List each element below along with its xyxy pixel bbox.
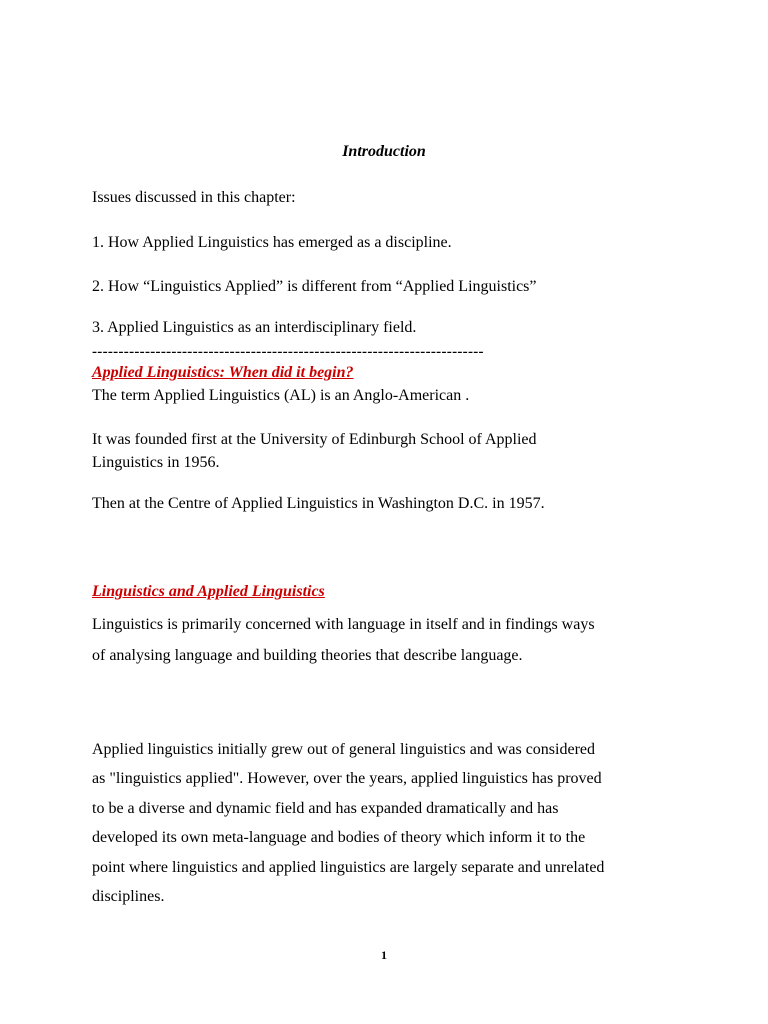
paragraph-washington: Then at the Centre of Applied Linguistics in Washington D.C. in 1957. — [92, 495, 545, 512]
paragraph-line: disciplines. — [92, 888, 165, 906]
issue-item-2: 2. How “Linguistics Applied” is different from “Applied Linguistics” — [92, 278, 537, 295]
paragraph-line: of analysing language and building theories that describe language. — [92, 647, 523, 664]
paragraph-edinburgh — [92, 428, 682, 474]
paragraph-linguistics-primary — [92, 609, 682, 671]
paragraph-line: It was founded first at the University of Edinburgh School of Applied — [92, 431, 537, 448]
section-heading-linguistics: Linguistics and Applied Linguistics — [92, 583, 325, 600]
issue-item-3: 3. Applied Linguistics as an interdisciplinary field. — [92, 319, 417, 336]
paragraph-line: as "linguistics applied". However, over the years, applied linguistics has proved — [92, 770, 602, 788]
issues-intro: Issues discussed in this chapter: — [92, 189, 296, 206]
paragraph-line: Linguistics in 1956. — [92, 454, 220, 471]
paragraph-line: Linguistics is primarily concerned with language in itself and in findings ways — [92, 616, 595, 633]
page-number: 1 — [381, 948, 387, 962]
section-heading-when-begin: Applied Linguistics: When did it begin? — [92, 364, 354, 381]
paragraph-line: point where linguistics and applied linguistics are largely separate and unrelated — [92, 858, 605, 876]
paragraph-term-al: The term Applied Linguistics (AL) is an Anglo-American . — [92, 387, 470, 404]
page-title: Introduction — [342, 143, 426, 160]
paragraph-line: developed its own meta-language and bodies of theory which inform it to the — [92, 829, 586, 847]
paragraph-line: Applied linguistics initially grew out of general linguistics and was considered — [92, 741, 596, 758]
paragraph-line: to be a diverse and dynamic field and has expanded dramatically and has — [92, 799, 559, 817]
issue-item-1: 1. How Applied Linguistics has emerged as a discipline. — [92, 234, 452, 251]
section-divider: -------------------------------------------------------------------------- — [92, 344, 484, 360]
paragraph-applied-linguistics — [92, 735, 682, 911]
